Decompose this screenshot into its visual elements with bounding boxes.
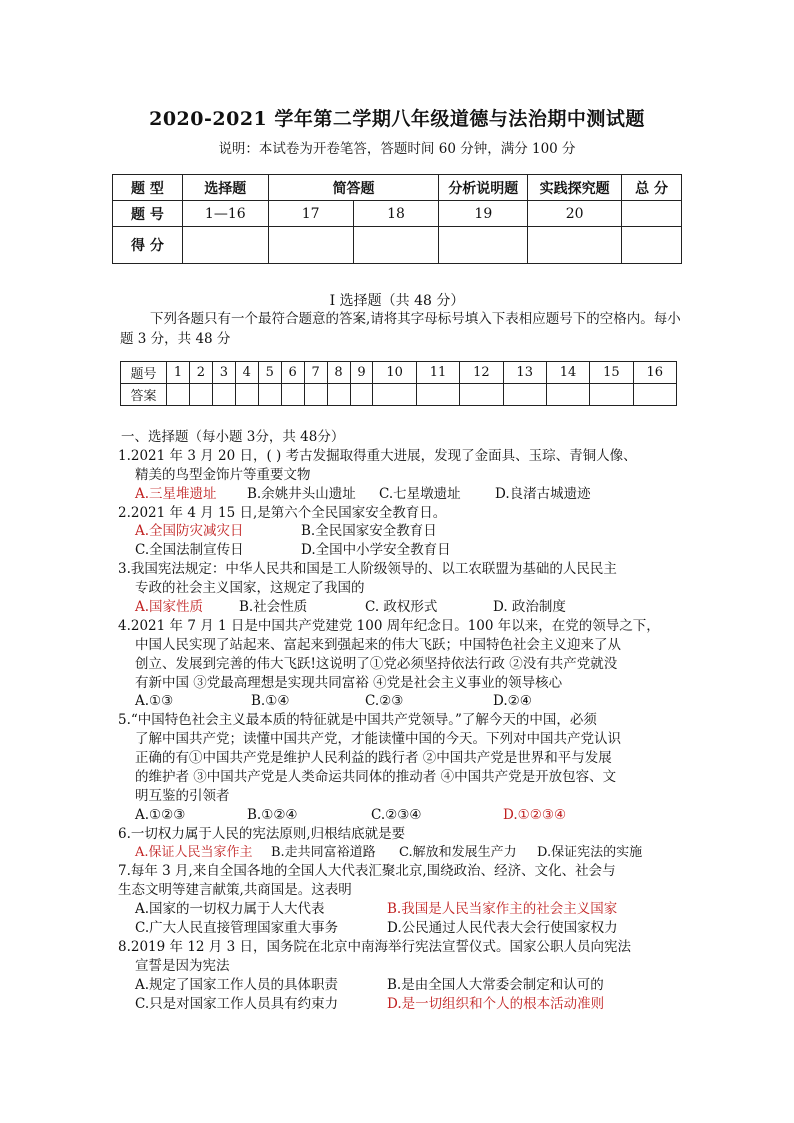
score-header-type: 题 型 (113, 175, 183, 201)
q6-options (118, 844, 686, 863)
q4-stem: 4.2021 年 7 月 1 日是中国共产党建党 100 周年纪念日。100 年以来，在党的领导之下， (118, 617, 660, 634)
option-c[interactable]: C.广大人民直接管理国家重大事务 (135, 920, 339, 937)
option-b[interactable]: B.①④ (251, 693, 290, 710)
option-b[interactable]: B.我国是人民当家作主的社会主义国家 (387, 901, 618, 918)
q5-stem-cont: 明互鉴的引领者 (135, 787, 230, 804)
score-row-score-label: 得 分 (113, 227, 183, 264)
score-cell: 17 (268, 201, 353, 227)
answer-number-cell: 8 (327, 362, 350, 384)
option-b[interactable]: B.①②④ (247, 806, 298, 823)
score-entry-cell[interactable] (439, 227, 528, 264)
option-a[interactable]: A.保证人民当家作主 (135, 844, 253, 860)
q5-stem-cont: 的维护者 ③中国共产党是人类命运共同体的推动者 ④中国共产党是开放包容、文 (135, 769, 617, 786)
option-b[interactable]: B.社会性质 (239, 599, 308, 616)
answer-entry-cell[interactable] (235, 384, 258, 406)
q1-stem: 1.2021 年 3 月 20 日，( ) 考古发掘取得重大进展，发现了金面具、玉琮、青铜人像、 (118, 447, 637, 464)
option-a[interactable]: A.三星堆遗址 (135, 485, 217, 502)
answer-number-cell: 2 (189, 362, 212, 384)
option-c[interactable]: C.解放和发展生产力 (399, 844, 517, 860)
score-table (112, 174, 682, 264)
score-entry-cell[interactable] (268, 227, 353, 264)
answer-entry-cell[interactable] (633, 384, 676, 406)
score-cell (622, 201, 682, 227)
option-a[interactable]: A.①③ (135, 693, 174, 710)
score-header-total: 总 分 (622, 175, 682, 201)
q3-options (118, 598, 686, 617)
answer-entry-cell[interactable] (373, 384, 416, 406)
answer-entry-cell[interactable] (327, 384, 350, 406)
score-entry-cell[interactable] (353, 227, 439, 264)
answer-entry-cell[interactable] (189, 384, 212, 406)
option-c[interactable]: C.②③ (365, 693, 404, 710)
q1-options (118, 485, 686, 504)
score-cell: 1—16 (182, 201, 268, 227)
answer-number-cell: 14 (546, 362, 589, 384)
questions-block (118, 428, 686, 1014)
q4-options (118, 692, 686, 711)
q7-options-row2 (118, 919, 686, 938)
score-cell: 18 (353, 201, 439, 227)
q5-stem-cont: 正确的有①中国共产党是维护人民利益的践行者 ②中国共产党是世界和平与发展 (135, 750, 612, 767)
q8-stem-cont: 宣誓是因为宪法 (135, 957, 230, 974)
answer-entry-cell[interactable] (546, 384, 589, 406)
score-header-analysis: 分析说明题 (439, 175, 528, 201)
option-d[interactable]: D.公民通过人民代表大会行使国家权力 (387, 920, 618, 937)
score-header-practice: 实践探究题 (528, 175, 622, 201)
q3-stem-cont: 专政的社会主义国家，这规定了我国的 (135, 580, 365, 597)
option-d[interactable]: D.全国中小学安全教育日 (301, 542, 451, 559)
answer-number-cell: 11 (416, 362, 459, 384)
answer-number-cell: 9 (350, 362, 373, 384)
option-b[interactable]: B.余姚井头山遗址 (247, 485, 356, 502)
option-a[interactable]: A.规定了国家工作人员的具体职责 (135, 976, 339, 993)
q4-stem-cont: 中国人民实现了站起来、富起来到强起来的伟大飞跃；中国特色社会主义迎来了从 (135, 636, 621, 653)
answer-table (120, 361, 677, 406)
answer-entry-cell[interactable] (281, 384, 304, 406)
q7-stem: 7.每年 3 月,来自全国各地的全国人大代表汇聚北京,围绕政治、经济、文化、社会与 (118, 863, 616, 880)
q2-options-row1 (118, 522, 686, 541)
exam-instructions: 说明：本试卷为开卷笔答，答题时间 60 分钟，满分 100 分 (218, 141, 576, 157)
score-cell: 19 (439, 201, 528, 227)
answer-entry-cell[interactable] (460, 384, 503, 406)
q5-stem: 5.“中国特色社会主义最本质的特征就是中国共产党领导。”了解今天的中国，必须 (118, 712, 597, 729)
option-a[interactable]: A.国家的一切权力属于人大代表 (135, 901, 325, 918)
q4-stem-cont: 有新中国 ③党最高理想是实现共同富裕 ④党是社会主义事业的领导核心 (135, 674, 563, 691)
option-a[interactable]: A.①②③ (135, 806, 186, 823)
option-d[interactable]: D.是一切组织和个人的根本活动准则 (387, 995, 605, 1012)
q2-stem: 2.2021 年 4 月 15 日,是第六个全民国家安全教育日。 (118, 504, 447, 521)
option-b[interactable]: B.是由全国人大常委会制定和认可的 (387, 976, 604, 993)
score-header-short: 简答题 (268, 175, 439, 201)
answer-entry-cell[interactable] (304, 384, 327, 406)
q6-stem: 6.一切权力属于人民的宪法原则,归根结底就是要 (118, 825, 406, 842)
q3-stem: 3.我国宪法规定：中华人民共和国是工人阶级领导的、以工农联盟为基础的人民民主 (118, 561, 617, 578)
q2-options-row2 (118, 541, 686, 560)
q7-stem-cont: 生态文明等建言献策,共商国是。这表明 (118, 882, 352, 899)
answer-entry-cell[interactable] (212, 384, 235, 406)
q5-stem-cont: 了解中国共产党；读懂中国共产党，才能读懂中国的今天。下列对中国共产党认识 (135, 731, 621, 748)
option-c[interactable]: C.全国法制宣传日 (135, 542, 244, 559)
score-header-choice: 选择题 (182, 175, 268, 201)
score-cell: 20 (528, 201, 622, 227)
answer-entry-cell[interactable] (590, 384, 633, 406)
option-b[interactable]: B.走共同富裕道路 (271, 844, 376, 860)
exam-title: 2020-2021 学年第二学期八年级道德与法治期中测试题 (149, 108, 645, 130)
answer-entry-cell[interactable] (503, 384, 546, 406)
answer-entry-cell[interactable] (416, 384, 459, 406)
score-entry-cell[interactable] (182, 227, 268, 264)
option-c[interactable]: C.只是对国家工作人员具有约束力 (135, 995, 339, 1012)
answer-number-cell: 16 (633, 362, 676, 384)
q1-stem-cont: 精美的鸟型金饰片等重要文物 (135, 466, 311, 483)
section-heading: Ⅰ 选择题（共 48 分） (329, 293, 465, 309)
option-b[interactable]: B.全民国家安全教育日 (301, 523, 437, 540)
answer-number-cell: 13 (503, 362, 546, 384)
option-c[interactable]: C.②③④ (371, 806, 422, 823)
answer-number-cell: 5 (258, 362, 281, 384)
answer-entry-cell[interactable] (258, 384, 281, 406)
q8-options-row1 (118, 976, 686, 995)
option-d[interactable]: D.①②③④ (503, 806, 567, 823)
score-entry-cell[interactable] (528, 227, 622, 264)
q8-options-row2 (118, 995, 686, 1014)
answer-number-cell: 10 (373, 362, 416, 384)
option-d[interactable]: D. 政治制度 (493, 599, 566, 616)
q8-stem: 8.2019 年 12 月 3 日，国务院在北京中南海举行宪法宣誓仪式。国家公职人员向宪法 (118, 939, 631, 956)
option-d[interactable]: D.保证宪法的实施 (537, 844, 643, 860)
q5-options (118, 806, 686, 825)
answer-number-cell: 4 (235, 362, 258, 384)
answer-number-cell: 1 (167, 362, 190, 384)
option-d[interactable]: D.②④ (493, 693, 532, 710)
q4-stem-cont: 创立、发展到完善的伟大飞跃!这说明了①党必须坚持依法行政 ②没有共产党就没 (135, 655, 618, 672)
score-entry-cell[interactable] (622, 227, 682, 264)
section-intro: 下列各题只有一个最符合题意的答案,请将其字母标号填入下表相应题号下的空格内。每小题 3 分，共 48 分 (120, 311, 681, 347)
answer-entry-cell[interactable] (167, 384, 190, 406)
answer-entry-cell[interactable] (350, 384, 373, 406)
answer-label: 答案 (121, 384, 167, 406)
option-a[interactable]: A.全国防灾减灾日 (135, 523, 244, 540)
score-row-number-label: 题 号 (113, 201, 183, 227)
option-d[interactable]: D.良渚古城遗迹 (495, 485, 591, 502)
option-c[interactable]: C.七星墩遗址 (379, 485, 461, 502)
part-heading: 一、选择题（每小题 3分，共 48分） (121, 429, 345, 445)
answer-number-label: 题号 (121, 362, 167, 384)
answer-number-cell: 7 (304, 362, 327, 384)
option-c[interactable]: C. 政权形式 (365, 599, 438, 616)
q7-options-row1 (118, 900, 686, 919)
answer-number-cell: 6 (281, 362, 304, 384)
answer-number-cell: 15 (590, 362, 633, 384)
answer-number-cell: 12 (460, 362, 503, 384)
answer-number-cell: 3 (212, 362, 235, 384)
option-a[interactable]: A.国家性质 (135, 599, 204, 616)
